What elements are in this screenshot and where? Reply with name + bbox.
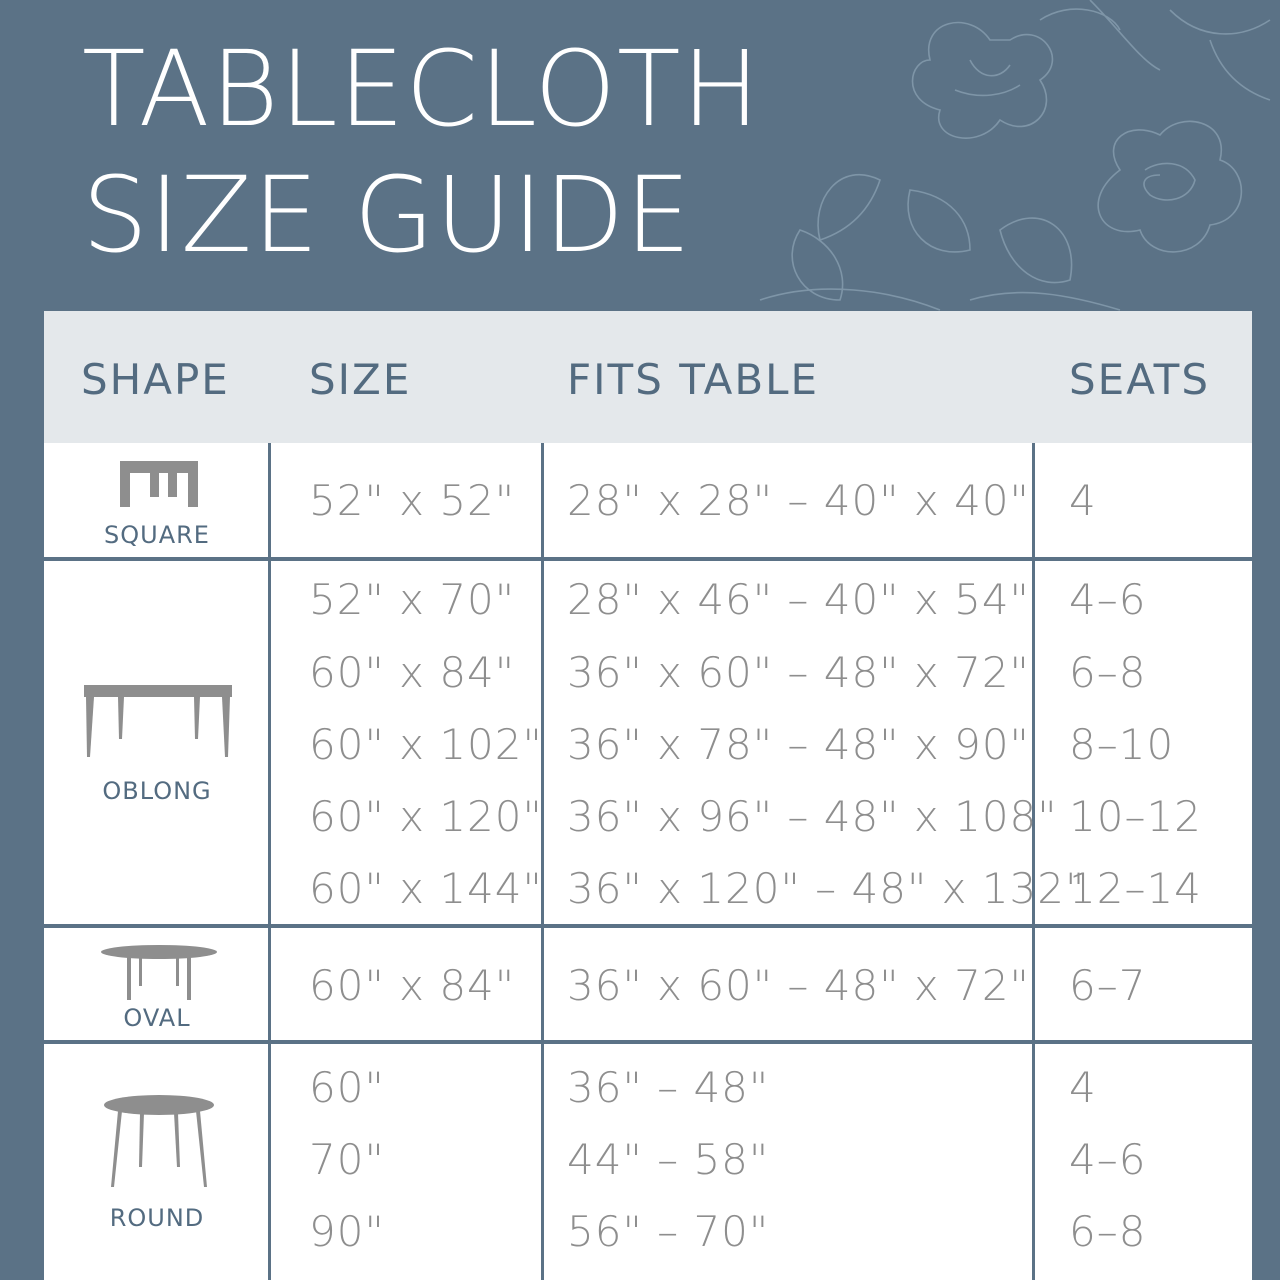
shape-label-oval: OVAL <box>123 1004 191 1032</box>
row-divider <box>44 924 1252 928</box>
column-divider <box>268 443 271 1280</box>
square-table-icon <box>120 461 198 507</box>
size-table <box>44 311 1252 1280</box>
shape-label-oblong: OBLONG <box>102 777 212 805</box>
fits-cell: 36" x 60" – 48" x 72" <box>567 648 1030 697</box>
size-cell: 70" <box>309 1135 385 1184</box>
size-cell: 52" x 70" <box>309 575 516 624</box>
shape-label-square: SQUARE <box>104 521 210 549</box>
seats-cell: 4 <box>1069 1063 1097 1112</box>
header-shape: SHAPE <box>81 355 230 404</box>
title-line-2: SIZE GUIDE <box>82 154 692 276</box>
round-table-icon <box>102 1093 216 1189</box>
table-header <box>44 311 1252 443</box>
oblong-table-icon <box>82 681 234 761</box>
page-title <box>82 26 761 278</box>
seats-cell: 6–8 <box>1069 1207 1147 1256</box>
fits-cell: 56" – 70" <box>567 1207 770 1256</box>
header-size: SIZE <box>309 355 412 404</box>
floral-decoration <box>740 0 1280 320</box>
size-cell: 60" x 102" <box>309 720 543 769</box>
row-divider <box>44 557 1252 561</box>
size-cell: 52" x 52" <box>309 476 516 525</box>
seats-cell: 12–14 <box>1069 864 1202 913</box>
row-divider <box>44 1040 1252 1044</box>
oval-table-icon <box>99 944 219 1002</box>
seats-cell: 4 <box>1069 476 1097 525</box>
fits-cell: 36" – 48" <box>567 1063 770 1112</box>
size-cell: 60" x 84" <box>309 961 516 1010</box>
fits-cell: 28" x 46" – 40" x 54" <box>567 575 1030 624</box>
seats-cell: 4–6 <box>1069 575 1147 624</box>
size-cell: 60" x 144" <box>309 864 543 913</box>
seats-cell: 6–8 <box>1069 648 1147 697</box>
seats-cell: 8–10 <box>1069 720 1175 769</box>
size-cell: 90" <box>309 1207 385 1256</box>
fits-cell: 36" x 60" – 48" x 72" <box>567 961 1030 1010</box>
column-divider <box>541 443 544 1280</box>
header-seats: SEATS <box>1069 355 1210 404</box>
fits-cell: 44" – 58" <box>567 1135 770 1184</box>
seats-cell: 4–6 <box>1069 1135 1147 1184</box>
fits-cell: 36" x 78" – 48" x 90" <box>567 720 1030 769</box>
size-cell: 60" x 120" <box>309 792 543 841</box>
size-cell: 60" x 84" <box>309 648 516 697</box>
title-line-1: TABLECLOTH <box>82 28 761 150</box>
fits-cell: 36" x 120" – 48" x 132" <box>567 864 1086 913</box>
seats-cell: 10–12 <box>1069 792 1202 841</box>
fits-cell: 36" x 96" – 48" x 108" <box>567 792 1058 841</box>
size-cell: 60" <box>309 1063 385 1112</box>
seats-cell: 6–7 <box>1069 961 1147 1010</box>
fits-cell: 28" x 28" – 40" x 40" <box>567 476 1030 525</box>
header-fits-table: FITS TABLE <box>567 355 820 404</box>
column-divider <box>1032 443 1035 1280</box>
shape-label-round: ROUND <box>109 1204 205 1232</box>
